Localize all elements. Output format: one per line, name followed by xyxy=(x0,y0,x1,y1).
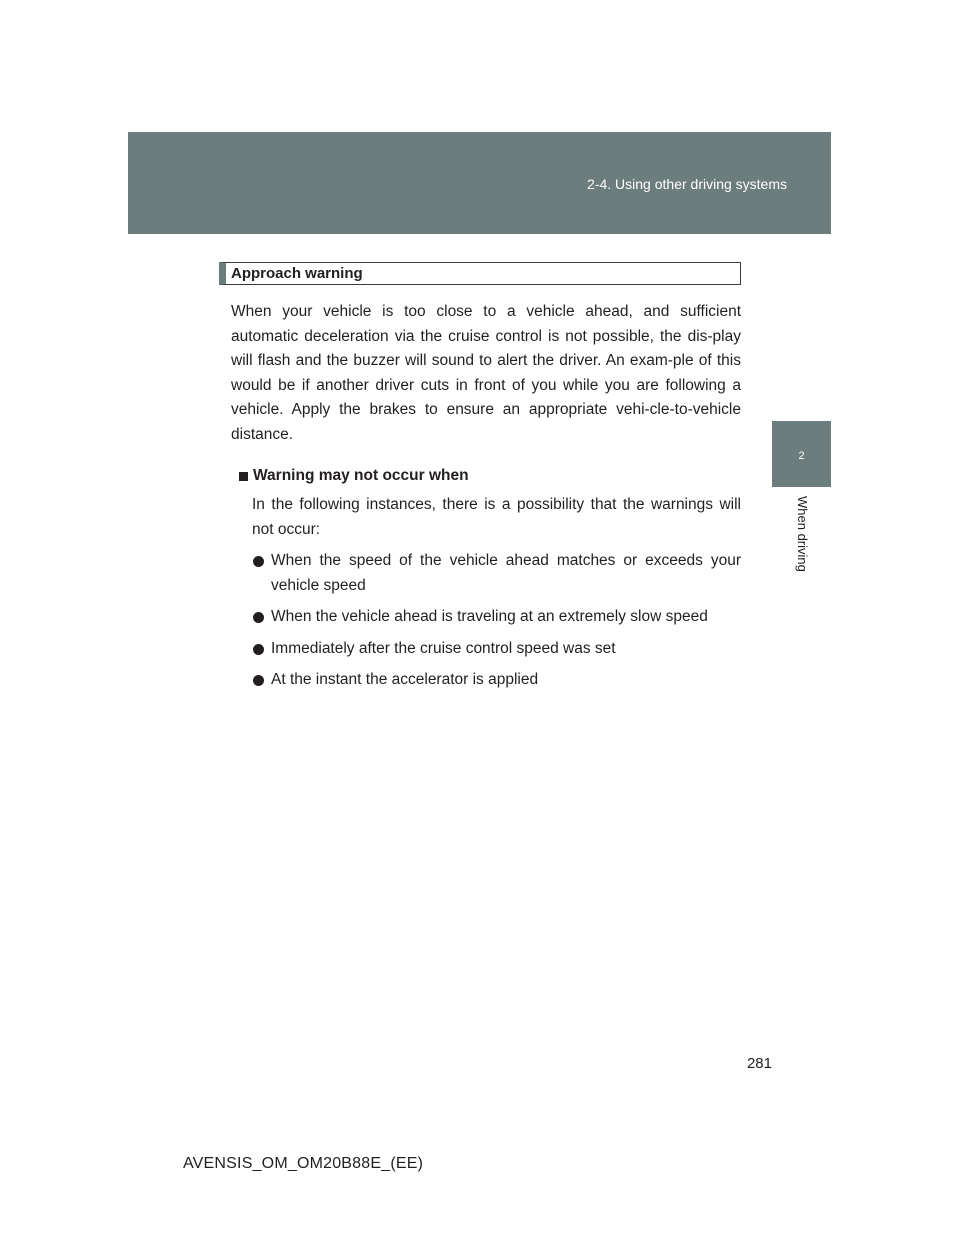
list-item xyxy=(252,668,741,693)
list-item xyxy=(252,549,741,598)
document-code: AVENSIS_OM_OM20B88E_(EE) xyxy=(183,1155,424,1172)
bullet-dot-icon xyxy=(253,644,264,655)
section-heading: Approach warning xyxy=(219,262,741,285)
section-breadcrumb: 2-4. Using other driving systems xyxy=(587,176,787,192)
subsection-title: Warning may not occur when xyxy=(253,467,469,484)
chapter-number: 2 xyxy=(798,450,805,462)
list-item-text: At the instant the accelerator is applied xyxy=(271,671,539,688)
bullet-dot-icon xyxy=(253,675,264,686)
square-bullet-icon xyxy=(239,472,248,481)
subsection-heading xyxy=(239,464,741,488)
header-band xyxy=(128,132,831,234)
section-body: When your vehicle is too close to a vehicle ahead, and sufficient automatic deceleration via the cruise control is not possible, the dis-play will flash and the buzzer will sound to alert the driver. An exam-ple of this would be if another driver cuts in front of you while you are following a vehicle. Apply the brakes to ensure an appropriate vehi-cle-to-vehicle distance. xyxy=(231,303,741,443)
chapter-label: When driving xyxy=(795,496,810,572)
page-number: 281 xyxy=(746,1055,772,1072)
list-item-text: When the speed of the vehicle ahead matches or exceeds your vehicle speed xyxy=(271,552,741,594)
chapter-tab xyxy=(772,421,831,487)
bullet-dot-icon xyxy=(253,612,264,623)
list-item-text: Immediately after the cruise control speed was set xyxy=(271,639,616,657)
list-item xyxy=(252,605,741,630)
condition-list xyxy=(252,549,741,693)
list-item xyxy=(252,637,741,662)
page-content xyxy=(219,262,741,700)
subsection-intro: In the following instances, there is a possibility that the warnings will not occur: xyxy=(252,496,741,538)
bullet-dot-icon xyxy=(253,556,264,567)
list-item-text: When the vehicle ahead is traveling at an extremely slow speed xyxy=(271,608,708,625)
